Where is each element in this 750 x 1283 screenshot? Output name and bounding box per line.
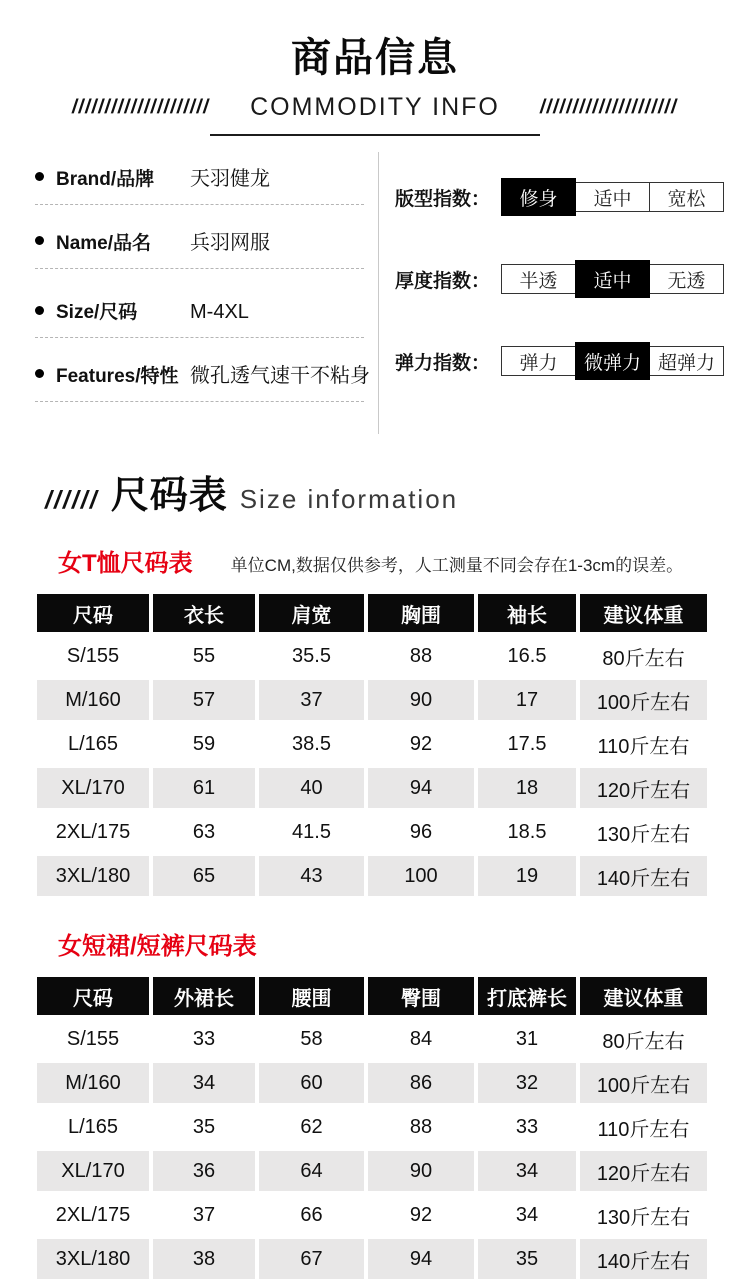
table-cell: 110斤左右 — [580, 724, 707, 764]
column-header: 肩宽 — [259, 594, 364, 632]
table-cell: S/155 — [37, 1019, 149, 1059]
table-cell: 90 — [368, 1151, 474, 1191]
table-cell: 100斤左右 — [580, 1063, 707, 1103]
table-row — [37, 724, 707, 764]
table-cell: 58 — [259, 1019, 364, 1059]
table-cell: 2XL/175 — [37, 1195, 149, 1235]
table-cell: 66 — [259, 1195, 364, 1235]
table-row — [37, 636, 707, 676]
spec-item-size — [35, 291, 364, 338]
elasticity-index-options — [502, 342, 724, 380]
page-subtitle-row — [0, 93, 750, 122]
spec-list — [35, 152, 379, 434]
table-cell: 32 — [478, 1063, 576, 1103]
table-cell: 84 — [368, 1019, 474, 1059]
slash-decoration-small: ////// — [45, 486, 99, 514]
table-cell: 96 — [368, 812, 474, 852]
table-cell: 36 — [153, 1151, 255, 1191]
index-option: 弹力 — [501, 346, 576, 376]
page-title: 商品信息 — [291, 36, 459, 80]
index-row-fit — [395, 178, 750, 216]
index-row-elasticity — [395, 342, 750, 380]
measurement-note: 单位CM,数据仅供参考，人工测量不同会存在1-3cm的误差。 — [230, 556, 684, 575]
page-header — [0, 0, 750, 136]
table-cell: 130斤左右 — [580, 1195, 707, 1235]
column-header: 袖长 — [478, 594, 576, 632]
skirt-size-table — [33, 973, 711, 1283]
spec-value: 兵羽网服 — [190, 232, 270, 254]
table-cell: 34 — [478, 1151, 576, 1191]
size-section-title-cn: 尺码表 — [110, 475, 228, 517]
table-row — [37, 856, 707, 896]
table-cell: 33 — [478, 1107, 576, 1147]
column-header: 腰围 — [259, 977, 364, 1015]
bullet-icon — [35, 369, 44, 378]
table-cell: 63 — [153, 812, 255, 852]
table-row — [37, 680, 707, 720]
table-cell: 88 — [368, 1107, 474, 1147]
table-cell: 43 — [259, 856, 364, 896]
table-cell: 38 — [153, 1239, 255, 1279]
table-cell: 3XL/180 — [37, 856, 149, 896]
index-label: 版型指数： — [395, 188, 491, 210]
table-cell: L/165 — [37, 724, 149, 764]
table-cell: 100斤左右 — [580, 680, 707, 720]
index-list — [379, 152, 750, 434]
size-section-title-en: Size information — [239, 484, 459, 514]
table-cell: M/160 — [37, 680, 149, 720]
spec-label: Size/尺码 — [56, 302, 138, 323]
index-label: 弹力指数： — [395, 352, 491, 374]
table-cell: 67 — [259, 1239, 364, 1279]
table-cell: 86 — [368, 1063, 474, 1103]
table-cell: 18 — [478, 768, 576, 808]
index-label: 厚度指数： — [395, 270, 491, 292]
tshirt-table-title: 女T恤尺码表 — [58, 550, 193, 577]
table-cell: 3XL/180 — [37, 1239, 149, 1279]
table-cell: 100 — [368, 856, 474, 896]
spec-label: Name/品名 — [56, 233, 152, 254]
table-cell: 88 — [368, 636, 474, 676]
table-cell: 60 — [259, 1063, 364, 1103]
table-cell: 90 — [368, 680, 474, 720]
table-row — [37, 1107, 707, 1147]
column-header: 打底裤长 — [478, 977, 576, 1015]
table-cell: 64 — [259, 1151, 364, 1191]
table-cell: 31 — [478, 1019, 576, 1059]
table-cell: 33 — [153, 1019, 255, 1059]
table-cell: 2XL/175 — [37, 812, 149, 852]
table-cell: 17 — [478, 680, 576, 720]
column-header: 衣长 — [153, 594, 255, 632]
spec-item-features — [35, 353, 370, 402]
column-header: 建议体重 — [580, 594, 707, 632]
table-row — [37, 1151, 707, 1191]
table-cell: 34 — [478, 1195, 576, 1235]
table-cell: 120斤左右 — [580, 768, 707, 808]
table-cell: 35.5 — [259, 636, 364, 676]
table-cell: 94 — [368, 768, 474, 808]
table-cell: 140斤左右 — [580, 856, 707, 896]
index-option: 适中 — [575, 182, 650, 212]
page-subtitle: COMMODITY INFO — [250, 93, 500, 121]
table-cell: 120斤左右 — [580, 1151, 707, 1191]
table-cell: 34 — [153, 1063, 255, 1103]
table-cell: M/160 — [37, 1063, 149, 1103]
thickness-index-options — [502, 260, 724, 298]
table-row — [37, 1063, 707, 1103]
table-header-row — [37, 594, 707, 632]
table-row — [37, 768, 707, 808]
tshirt-size-table — [33, 590, 711, 900]
table-cell: 110斤左右 — [580, 1107, 707, 1147]
table-cell: 19 — [478, 856, 576, 896]
table-cell: 140斤左右 — [580, 1239, 707, 1279]
table-cell: 92 — [368, 1195, 474, 1235]
index-option: 超弹力 — [649, 346, 724, 376]
table-cell: 17.5 — [478, 724, 576, 764]
product-info-section — [35, 152, 750, 434]
spec-item-brand — [35, 156, 364, 205]
spec-value: M-4XL — [190, 301, 249, 323]
table-row — [37, 1195, 707, 1235]
fit-index-options — [502, 178, 724, 216]
bullet-icon — [35, 172, 44, 181]
skirt-table-title-row — [58, 926, 750, 961]
table-cell: 37 — [153, 1195, 255, 1235]
column-header: 臀围 — [368, 977, 474, 1015]
table-header-row — [37, 977, 707, 1015]
index-option-selected: 适中 — [575, 260, 650, 298]
table-cell: 57 — [153, 680, 255, 720]
table-cell: 18.5 — [478, 812, 576, 852]
table-cell: 16.5 — [478, 636, 576, 676]
table-cell: 80斤左右 — [580, 636, 707, 676]
spec-label: Features/特性 — [56, 366, 179, 387]
table-cell: 41.5 — [259, 812, 364, 852]
table-cell: 61 — [153, 768, 255, 808]
table-cell: 55 — [153, 636, 255, 676]
column-header: 外裙长 — [153, 977, 255, 1015]
column-header: 胸围 — [368, 594, 474, 632]
table-cell: 94 — [368, 1239, 474, 1279]
table-cell: S/155 — [37, 636, 149, 676]
table-row — [37, 1019, 707, 1059]
spec-value: 微孔透气速干不粘身 — [190, 365, 370, 387]
spec-label: Brand/品牌 — [56, 169, 155, 190]
tshirt-table-title-row — [58, 543, 750, 578]
table-cell: 38.5 — [259, 724, 364, 764]
column-header: 尺码 — [37, 977, 149, 1015]
table-row — [37, 1239, 707, 1279]
table-cell: 40 — [259, 768, 364, 808]
table-cell: 35 — [153, 1107, 255, 1147]
table-cell: 37 — [259, 680, 364, 720]
bullet-icon — [35, 306, 44, 315]
bullet-icon — [35, 236, 44, 245]
table-cell: 80斤左右 — [580, 1019, 707, 1059]
table-cell: 130斤左右 — [580, 812, 707, 852]
table-cell: XL/170 — [37, 768, 149, 808]
index-option: 无透 — [649, 264, 724, 294]
header-divider-line — [210, 134, 540, 136]
slash-decoration-left: ///////////////////// — [70, 96, 212, 118]
table-cell: 62 — [259, 1107, 364, 1147]
table-row — [37, 812, 707, 852]
spec-value: 天羽健龙 — [190, 168, 270, 190]
column-header: 尺码 — [37, 594, 149, 632]
spec-item-name — [35, 220, 364, 269]
index-option-selected: 修身 — [501, 178, 576, 216]
size-section-heading — [45, 464, 750, 519]
slash-decoration-right: ///////////////////// — [538, 96, 680, 118]
table-cell: 92 — [368, 724, 474, 764]
index-row-thickness — [395, 260, 750, 298]
table-cell: 35 — [478, 1239, 576, 1279]
index-option: 半透 — [501, 264, 576, 294]
table-cell: L/165 — [37, 1107, 149, 1147]
index-option-selected: 微弹力 — [575, 342, 650, 380]
table-cell: 65 — [153, 856, 255, 896]
table-cell: 59 — [153, 724, 255, 764]
table-cell: XL/170 — [37, 1151, 149, 1191]
index-option: 宽松 — [649, 182, 724, 212]
column-header: 建议体重 — [580, 977, 707, 1015]
skirt-table-title: 女短裙/短裤尺码表 — [58, 933, 257, 960]
